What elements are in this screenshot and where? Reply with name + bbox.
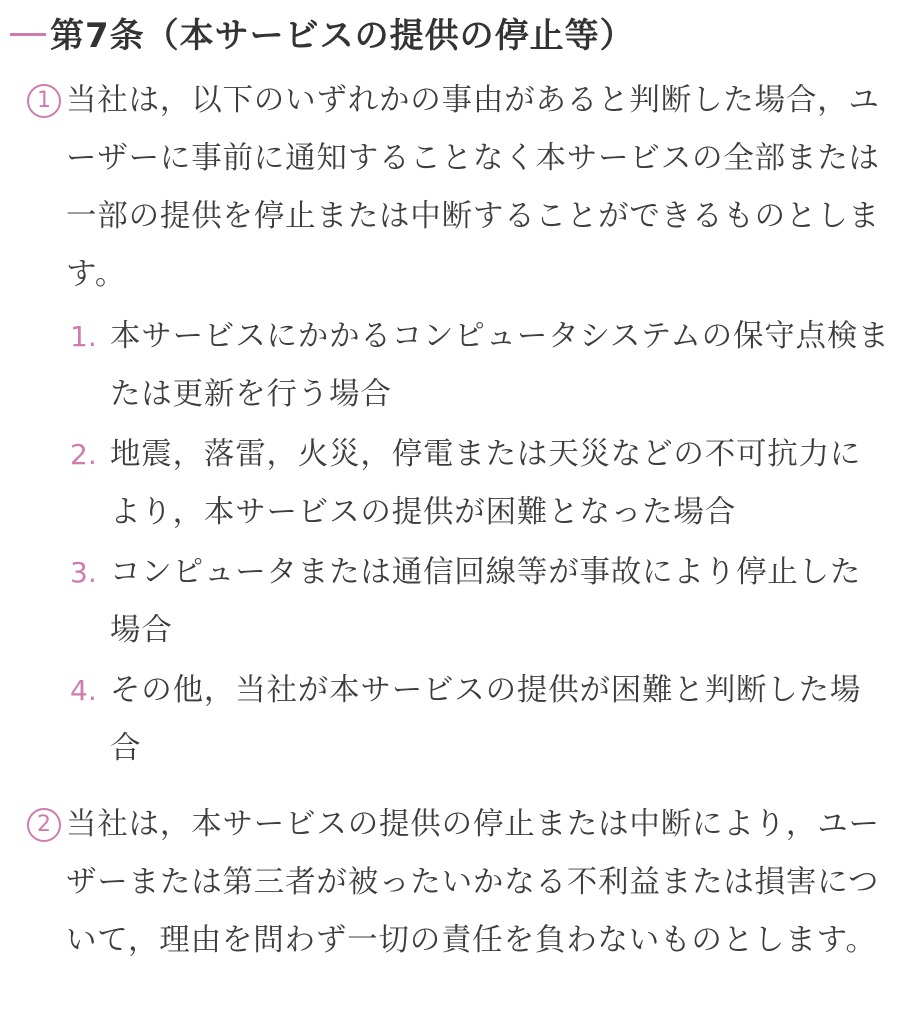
circled-number-icon: 1 — [27, 84, 61, 118]
paragraph-marker-2 — [22, 796, 66, 854]
list-item-text: その他，当社が本サービスの提供が困難と判断した場合 — [110, 673, 862, 766]
list-item-number: 3. — [70, 556, 97, 589]
paragraph-1 — [22, 72, 902, 304]
list-item-number: 1. — [70, 320, 97, 353]
list-item — [70, 426, 890, 542]
paragraph-2 — [22, 796, 902, 970]
paragraph-marker-1 — [22, 72, 66, 130]
list-item-number: 4. — [70, 674, 97, 707]
list-item-text: 本サービスにかかるコンピュータシステムの保守点検または更新を行う場合 — [110, 319, 890, 412]
list-item — [70, 662, 890, 778]
list-item — [70, 544, 890, 660]
heading-dash-icon — [10, 33, 46, 36]
list-item — [70, 308, 890, 424]
list-item-text: コンピュータまたは通信回線等が事故により停止した場合 — [110, 555, 862, 648]
article-heading — [10, 4, 635, 60]
list-item-text: 地震，落雷，火災，停電または天災などの不可抗力により，本サービスの提供が困難となった場合 — [110, 437, 862, 530]
cause-list — [70, 308, 890, 780]
list-item-number: 2. — [70, 438, 97, 471]
paragraph-text: 当社は，本サービスの提供の停止または中断により，ユーザーまたは第三者が被ったいかなる不利益または損害について，理由を問わず一切の責任を負わないものとします。 — [66, 807, 880, 958]
paragraph-text: 当社は，以下のいずれかの事由があると判断した場合，ユーザーに事前に通知することなく本サービスの全部または一部の提供を停止または中断することができるものとします。 — [66, 83, 880, 292]
article-title: 第7条（本サービスの提供の停止等） — [50, 15, 635, 56]
circled-number-icon: 2 — [27, 808, 61, 842]
